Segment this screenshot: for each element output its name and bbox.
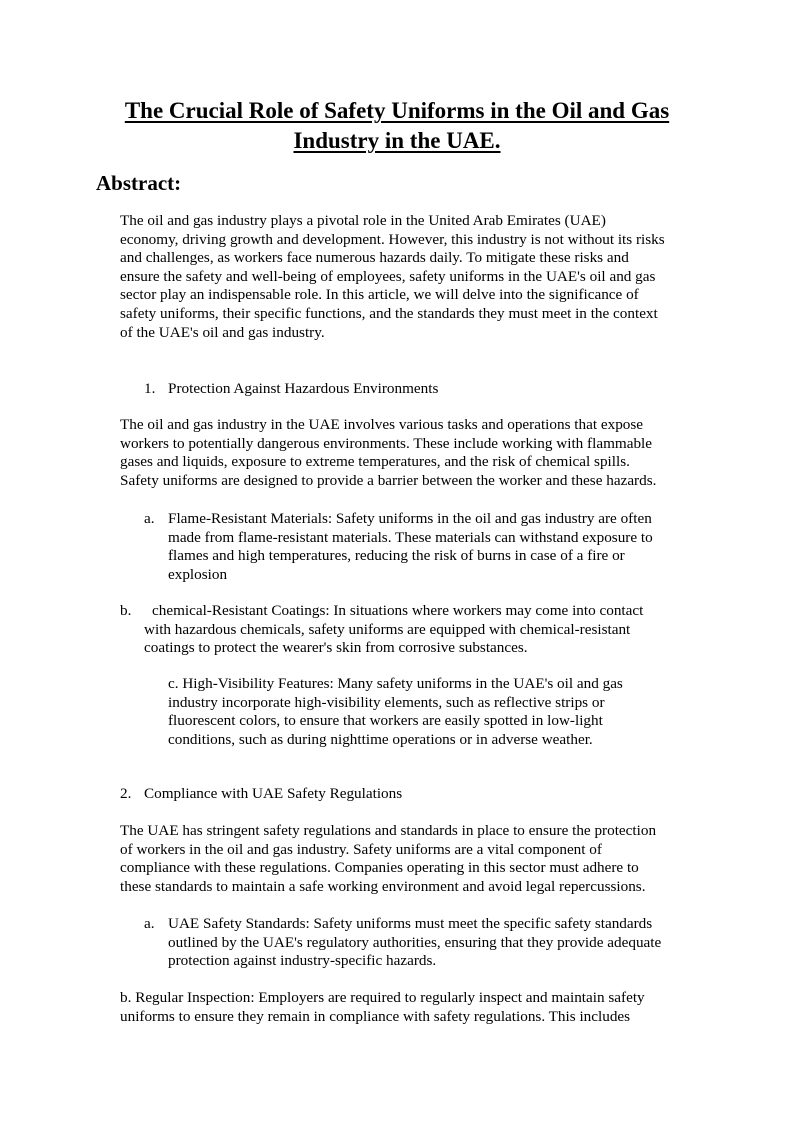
section-1-item-c-line: c. High-Visibility Features: Many safety uniforms in the UAE's oil and gas (168, 675, 623, 692)
section-2-intro-line: The UAE has stringent safety regulations and standards in place to ensure the protection (120, 822, 657, 839)
document-title (96, 96, 698, 156)
section-2-intro-line: these standards to maintain a safe working environment and avoid legal repercussions. (120, 877, 646, 895)
section-1-heading: Protection Against Hazardous Environments (168, 380, 439, 397)
section-1-item-a-line: explosion (168, 565, 228, 583)
title-line-2: Industry in the UAE. (293, 128, 501, 153)
section-1-item-c-line: industry incorporate high-visibility elements, such as reflective strips or (168, 693, 605, 711)
section-1-item-b-line: coatings to protect the wearer's skin from corrosive substances. (144, 639, 528, 657)
section-1-intro-line: workers to potentially dangerous environments. These include working with flammable (120, 434, 652, 452)
section-1-item-b-line: with hazardous chemicals, safety uniforms are equipped with chemical-resistant (144, 620, 631, 638)
abstract-line: economy, driving growth and development. However, this industry is not without its risks (120, 230, 665, 248)
section-1-item-c-line: fluorescent colors, to ensure that workers are easily spotted in low-light (168, 712, 603, 730)
section-2-item-a-marker: a. (144, 915, 155, 932)
section-1-item-c-line: conditions, such as during nighttime operations or in adverse weather. (168, 730, 593, 748)
section-2-number: 2. (120, 785, 132, 802)
section-1-item-a-line: Flame-Resistant Materials: Safety uniforms in the oil and gas industry are often (168, 510, 652, 527)
abstract-line: safety uniforms, their specific functions, and the standards they must meet in the context (120, 304, 658, 322)
section-1-item-a-line: made from flame-resistant materials. These materials can withstand exposure to (168, 528, 653, 546)
section-2-item-b-line: uniforms to ensure they remain in compliance with safety regulations. This includes (120, 1007, 631, 1025)
section-1-item-b (144, 602, 643, 658)
abstract-line: The oil and gas industry plays a pivotal role in the United Arab Emirates (UAE) (120, 212, 606, 229)
title-line-1: The Crucial Role of Safety Uniforms in the Oil and Gas (124, 98, 670, 123)
section-2-heading: Compliance with UAE Safety Regulations (144, 785, 403, 802)
section-1-intro-line: Safety uniforms are designed to provide a barrier between the worker and these hazards. (120, 471, 657, 489)
section-2-item-a-line: protection against industry-specific hazards. (168, 952, 437, 970)
section-2-item-a (168, 915, 661, 971)
abstract-line: of the UAE's oil and gas industry. (120, 323, 325, 341)
section-2-item-b-line: b. Regular Inspection: Employers are required to regularly inspect and maintain safety (120, 989, 645, 1006)
abstract-paragraph (120, 212, 665, 342)
section-2-intro-line: compliance with these regulations. Companies operating in this sector must adhere to (120, 859, 639, 877)
abstract-line: and challenges, as workers face numerous hazards daily. To mitigate these risks and (120, 249, 629, 267)
section-1-intro-line: The oil and gas industry in the UAE involves various tasks and operations that expose (120, 416, 644, 433)
section-1-item-b-line: chemical-Resistant Coatings: In situations where workers may come into contact (152, 602, 644, 619)
abstract-heading: Abstract: (96, 171, 182, 195)
section-2-intro-line: of workers in the oil and gas industry. Safety uniforms are a vital component of (120, 840, 602, 858)
section-2-item-a-line: UAE Safety Standards: Safety uniforms must meet the specific safety standards (168, 915, 653, 932)
abstract-line: sector play an indispensable role. In this article, we will delve into the significance of (120, 286, 639, 304)
section-2-intro (120, 822, 656, 896)
section-2-item-a-line: outlined by the UAE's regulatory authorities, ensuring that they provide adequate (168, 933, 662, 951)
section-1-intro-line: gases and liquids, exposure to extreme temperatures, and the risk of chemical spills. (120, 453, 630, 471)
section-2-item-b (120, 989, 645, 1026)
section-1-number: 1. (144, 380, 156, 397)
section-1-item-c (168, 675, 623, 749)
section-1-item-a-line: flames and high temperatures, reducing the risk of burns in case of a fire or (168, 547, 625, 565)
section-1-item-a (168, 510, 653, 584)
abstract-line: ensure the safety and well-being of employees, safety uniforms in the UAE's oil and gas (120, 267, 656, 285)
section-1-item-a-marker: a. (144, 510, 155, 527)
section-1-intro (120, 416, 656, 490)
section-1-item-b-marker: b. (120, 602, 132, 619)
